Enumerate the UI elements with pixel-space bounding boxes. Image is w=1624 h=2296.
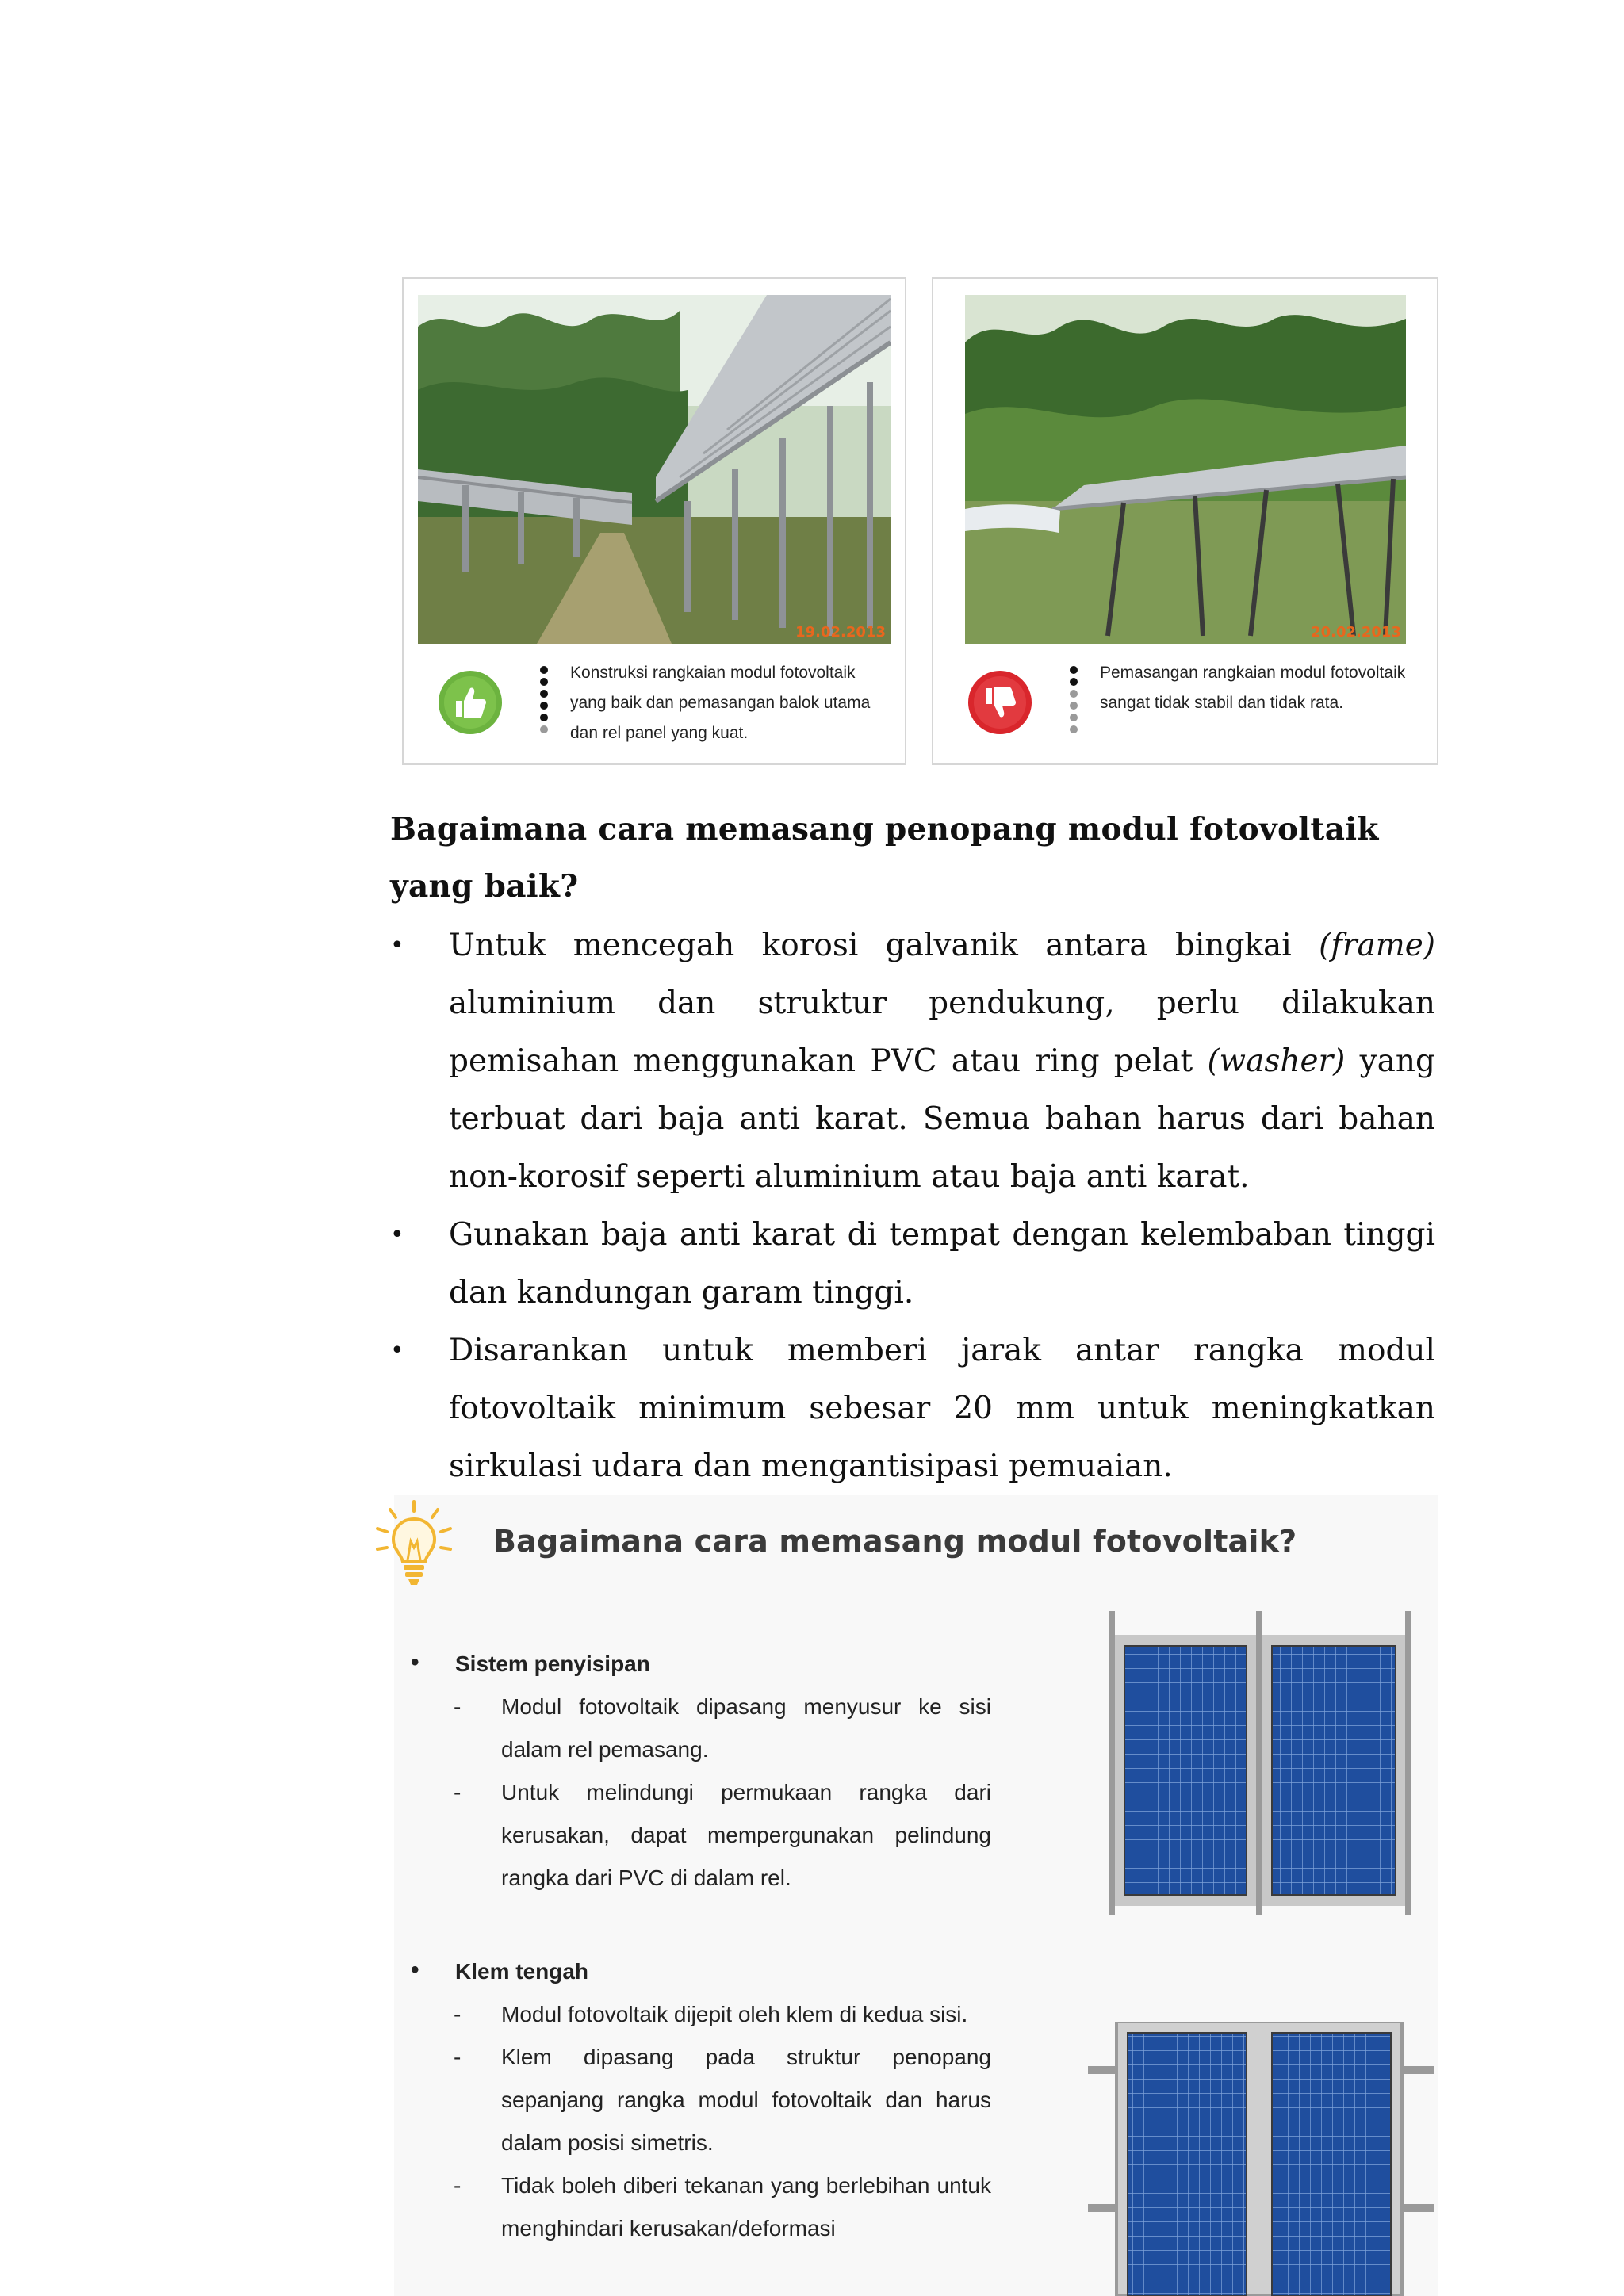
dash-marker: - <box>454 1694 462 1719</box>
bad-installation-caption-row <box>933 652 1437 763</box>
bullet-term-frame: (frame) <box>1319 928 1435 963</box>
item-text: Untuk melindungi permukaan rangka dari kerusakan, dapat mempergunakan pelindung rangka dari PVC di dalam rel. <box>501 1780 991 1890</box>
item-text: Modul fotovoltaik dijepit oleh klem di kedua sisi. <box>501 2002 968 2026</box>
section-insertion-system <box>404 1643 991 1900</box>
list-item <box>390 916 1435 1206</box>
photo-date-stamp: 20.02.2013 <box>1311 624 1401 641</box>
dash-marker: - <box>454 2173 462 2198</box>
list-item <box>390 1206 1435 1322</box>
section-question-heading: Bagaimana cara memasang penopang modul fotovoltaik yang baik? <box>390 811 1379 905</box>
bullet-marker: • <box>390 932 404 959</box>
good-installation-caption-row <box>404 652 905 763</box>
middle-clamp-diagram <box>1088 2022 1434 2296</box>
bullet-term-washer: (washer) <box>1207 1043 1346 1079</box>
item-text: Tidak boleh diberi tekanan yang berlebihan untuk menghindari kerusakan/deformasi <box>501 2173 991 2241</box>
section-title <box>404 1643 991 1686</box>
bullet-marker: • <box>411 1957 419 1983</box>
list-item <box>404 1993 991 2036</box>
bullet-text-part: Untuk mencegah korosi galvanik antara bingkai <box>449 928 1320 963</box>
bullet-marker: • <box>390 1221 404 1249</box>
good-installation-caption: Konstruksi rangkaian modul fotovoltaik yang baik dan pemasangan balok utama dan rel panel yang kuat. <box>570 664 871 742</box>
bullet-marker: • <box>390 1337 404 1364</box>
bullet-text: Disarankan untuk memberi jarak antar rangka modul fotovoltaik minimum sebesar 20 mm untuk meningkatkan sirkulasi udara dan mengantisipasi pemuaian. <box>449 1333 1435 1484</box>
list-item <box>390 1322 1435 1495</box>
dash-marker: - <box>454 2002 462 2026</box>
dash-marker: - <box>454 2045 462 2069</box>
dash-marker: - <box>454 1780 462 1804</box>
bullet-marker: • <box>411 1649 419 1675</box>
list-item <box>404 2036 991 2164</box>
list-item <box>404 2164 991 2250</box>
list-item <box>404 1686 991 1771</box>
section-title-text: Klem tengah <box>455 1959 589 1984</box>
bullet-text: Gunakan baja anti karat di tempat dengan kelembaban tinggi dan kandungan garam tinggi. <box>449 1217 1435 1311</box>
bullet-text-part: aluminium dan struktur pendukung, perlu dilakukan pemisahan menggunakan PVC atau ring pelat <box>449 985 1435 1079</box>
panel-title: Bagaimana cara memasang modul fotovoltaik? <box>493 1524 1297 1559</box>
bad-installation-card <box>932 277 1438 765</box>
insertion-system-diagram <box>1102 1611 1419 1915</box>
section-title <box>404 1950 991 1993</box>
section-title-text: Sistem penyisipan <box>455 1651 650 1676</box>
good-installation-card <box>402 277 906 765</box>
thumbs-up-icon <box>437 669 504 736</box>
good-installation-photo <box>418 295 891 644</box>
support-installation-list <box>390 916 1435 1495</box>
thumbs-down-icon <box>967 669 1033 736</box>
section-items <box>404 1686 991 1900</box>
caption-divider-dots <box>1070 666 1078 745</box>
caption-divider-dots <box>540 666 548 745</box>
bullet-text-part: yang terbuat dari baja anti karat. Semua bahan harus dari bahan non-korosif seperti aluminium atau baja anti karat. <box>449 1043 1435 1195</box>
item-text: Modul fotovoltaik dipasang menyusur ke sisi dalam rel pemasang. <box>501 1694 991 1762</box>
item-text: Klem dipasang pada struktur penopang sepanjang rangka modul fotovoltaik dan harus dalam posisi simetris. <box>501 2045 991 2155</box>
section-items <box>404 1993 991 2250</box>
photo-date-stamp: 19.02.2013 <box>795 624 886 641</box>
lightbulb-icon <box>366 1497 462 1592</box>
list-item <box>404 1771 991 1900</box>
bad-installation-caption: Pemasangan rangkaian modul fotovoltaik sangat tidak stabil dan tidak rata. <box>1100 664 1406 712</box>
section-middle-clamp <box>404 1950 991 2250</box>
bad-installation-photo <box>965 295 1406 644</box>
